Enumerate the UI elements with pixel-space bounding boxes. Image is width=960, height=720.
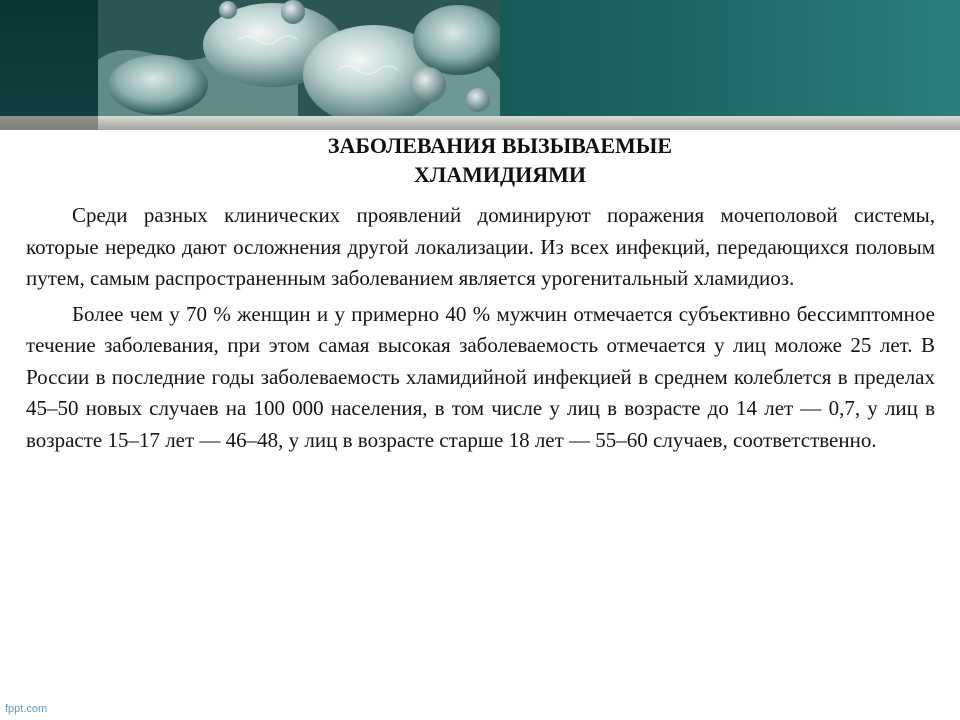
paragraph-2: Более чем у 70 % женщин и у примерно 40 % мужчин отмечается субъективно бессимптомное течение заболевания, при этом самая высокая заболеваемость отмечается у лиц моложе 25 лет. В России в последние годы заболеваемость хламидийной инфекцией в среднем колеблется в пределах 45–50 новых случаев на 100 000 населения, в том числе у лиц в возрасте до 14 лет — 0,7, у лиц в возрасте 15–17 лет — 46–48, у лиц в возрасте старше 18 лет — 55–60 случаев, соответственно. (26, 301, 935, 452)
title-line-1: ЗАБОЛЕВАНИЯ ВЫЗЫВАЕМЫЕ (327, 133, 673, 158)
bacteria-micrograph-image (98, 0, 500, 116)
slide-title (240, 131, 760, 189)
header-divider-left (0, 116, 98, 130)
slide-body (26, 200, 935, 456)
header-left-block (0, 0, 98, 116)
paragraph-1: Среди разных клинических проявлений доминируют поражения мочеполовой системы, которые нередко дают осложнения другой локализации. Из всех инфекций, передающихся половым путем, самым распространенным заболеванием является урогенитальный хламидиоз. (26, 203, 935, 290)
header-divider (0, 116, 960, 130)
title-line-2: ХЛАМИДИЯМИ (413, 162, 587, 187)
watermark-text: fppt.com (5, 703, 48, 715)
